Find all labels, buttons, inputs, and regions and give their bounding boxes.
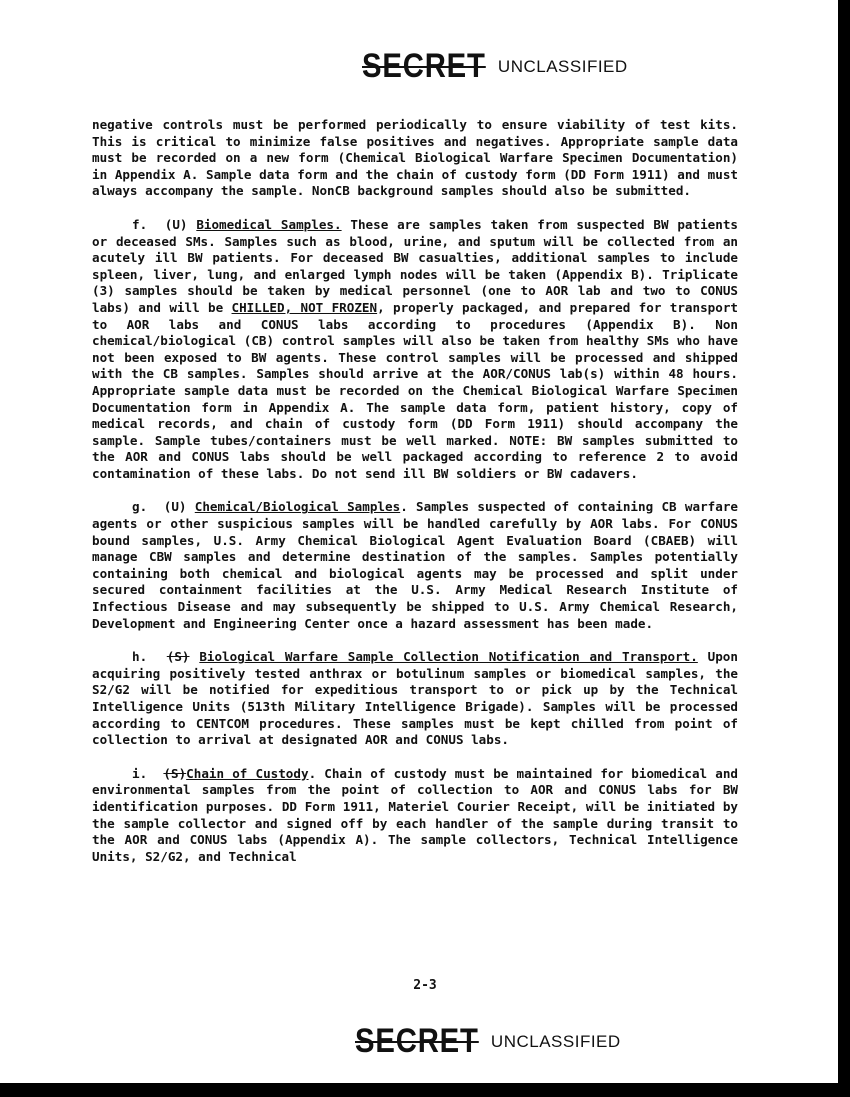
paragraph-title: Chain of Custody (186, 765, 309, 781)
paragraph-letter: i. (132, 765, 148, 781)
paragraph-letter: h. (132, 649, 148, 665)
paragraph-h: h. (S) Biological Warfare Sample Collection Notification and Transport. Upon acquiring positively tested anthrax or botulinum samples or biomedical samples, the S2/G2 will be notified for expeditious transport to or pick up by the Technical Intelligence Units (513th Military Intelligence Brigade). Samples will be processed according to CENTCOM procedures. These samples must be kept chilled from point of collection to arrival at designated AOR and CONUS labs. (92, 649, 738, 748)
unclassified-label: UNCLASSIFIED (490, 1031, 621, 1051)
paragraph-letter: g. (132, 499, 148, 515)
paragraph-marking: (U) (163, 499, 187, 515)
scan-edge-bottom (0, 1083, 850, 1097)
struck-paragraph-marking: (S) (166, 649, 190, 665)
struck-secret-marking: SECRET (362, 47, 486, 85)
scan-edge-right (838, 0, 850, 1097)
paragraph-title: Biological Warfare Sample Collection Notification and Transport. (199, 649, 698, 665)
paragraph-i: i. (S)Chain of Custody. Chain of custody must be maintained for biomedical and environmental samples from the point of collection to AOR and CONUS labs for BW identification purposes. DD Form 1911, Materiel Courier Receipt, will be initiated by the sample collector and signed off by each handler of the sample during transit to the AOR and CONUS labs (Appendix A). The sample collectors, Technical Intelligence Units, S2/G2, and Technical (92, 765, 738, 864)
paragraph-marking: (U) (164, 216, 188, 232)
struck-paragraph-marking: (S) (163, 765, 187, 781)
document-body (92, 117, 738, 865)
paragraph-g: g. (U) Chemical/Biological Samples. Samples suspected of containing CB warfare agents or other suspicious samples will be handled carefully by AOR labs. For CONUS bound samples, U.S. Army Chemical Biological Agent Evaluation Board (CBAEB) will manage CBW samples and determine destination of the samples. Samples potentially containing both chemical and biological agents may be processed and split under secured containment facilities at the U.S. Army Medical Research Institute of Infectious Disease and may subsequently be shipped to U.S. Army Chemical Research, Development and Engineering Center once a hazard assessment has been made. (92, 499, 738, 631)
paragraph-f: f. (U) Biomedical Samples. These are samples taken from suspected BW patients or deceased SMs. Samples such as blood, urine, and sputum will be collected from an acutely ill BW patients. For deceased BW casualties, additional samples to include spleen, liver, lung, and enlarged lymph nodes will be taken (Appendix B). Triplicate (3) samples should be taken by medical personnel (one to AOR lab and two to CONUS labs) and will be CHILLED, NOT FROZEN, properly packaged, and prepared for transport to AOR labs and CONUS labs according to procedures (Appendix B). Non chemical/biological (CB) control samples will also be taken from healthy SMs who have not been exposed to BW agents. These control samples will be processed and shipped with the CB samples. Samples should arrive at the AOR/CONUS lab(s) within 48 hours. Appropriate sample data must be recorded on the Chemical Biological Warfare Specimen Documentation form in Appendix A. The sample data form, patient history, copy of medical records, and chain of custody form (DD Form 1911) should accompany the sample. Sample tubes/containers must be well marked. NOTE: BW samples submitted to the AOR and CONUS labs should be well packaged according to reference 2 to avoid contamination of these labs. Do not send ill BW soldiers or BW cadavers. (92, 216, 738, 481)
unclassified-label: UNCLASSIFIED (497, 56, 628, 76)
struck-secret-marking: SECRET (355, 1022, 479, 1060)
paragraph-letter: f. (132, 216, 148, 232)
classification-marking-bottom (355, 1022, 621, 1061)
classification-marking-top (362, 47, 628, 86)
paragraph-title: Chemical/Biological Samples (194, 499, 401, 515)
emphasis-chilled: CHILLED, NOT FROZEN (231, 299, 378, 315)
page-number: 2-3 (413, 978, 437, 993)
paragraph-intro: negative controls must be performed periodically to ensure viability of test kits. This is critical to minimize false positives and negatives. Appropriate sample data must be recorded on a new form (Chemical Biological Warfare Specimen Documentation) in Appendix A. Sample data form and the chain of custody form (DD Form 1911) and must always accompany the sample. NonCB background samples should also be submitted. (92, 117, 738, 199)
paragraph-title: Biomedical Samples. (196, 216, 342, 232)
